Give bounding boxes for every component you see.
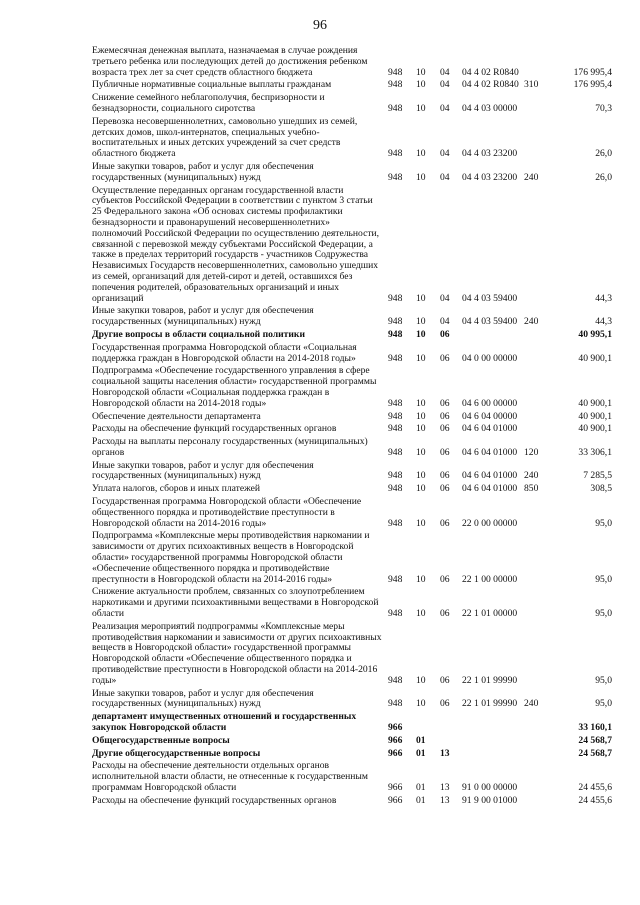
row-target-article: 04 4 02 R0840 [462, 79, 519, 91]
row-expense-type [524, 91, 550, 115]
row-section-code: 10 [416, 397, 426, 409]
row-expense-type [524, 710, 550, 734]
row-expense-type [524, 585, 550, 619]
table-row [92, 364, 612, 409]
row-expense-type: 310 [524, 79, 539, 91]
row-description: Государственная программа Новгородской области «Социальная поддержка граждан в Новгородской области на 2014-2018 годы» [92, 341, 357, 364]
row-description: Иные закупки товаров, работ и услуг для обеспечения государственных (муниципальных) нужд [92, 459, 314, 482]
row-target-article: 04 4 02 R0840 [462, 66, 519, 78]
row-subsection-code: 04 [440, 66, 450, 78]
row-expense-type [524, 184, 550, 305]
row-target-article: 91 0 00 00000 [462, 782, 518, 793]
budget-table-body [92, 44, 612, 807]
row-expense-type [524, 495, 550, 529]
row-expense-type [524, 364, 550, 409]
row-section-code: 10 [416, 483, 426, 495]
row-amount: 95,0 [595, 573, 612, 585]
row-ministry-code: 948 [388, 608, 403, 620]
row-amount: 40 900,1 [578, 397, 612, 409]
row-target-article [462, 747, 524, 760]
table-row [92, 710, 612, 734]
row-subsection-code: 13 [440, 782, 450, 793]
row-expense-type [524, 759, 550, 793]
row-amount: 40 995,1 [578, 328, 612, 340]
row-ministry-code: 948 [388, 397, 403, 409]
row-section-code: 10 [416, 423, 426, 435]
row-expense-type: 240 [524, 470, 539, 482]
row-target-article: 04 6 04 01000 [462, 446, 518, 458]
row-ministry-code: 966 [388, 734, 403, 746]
row-ministry-code: 948 [388, 483, 403, 495]
row-description: Перевозка несовершеннолетних, самовольно ушедших из семей, детских домов, школ-интернатов, специальных учебно-воспитательных и иных детских учреждений за счет средств областного бюджета [92, 115, 358, 160]
row-amount: 95,0 [595, 698, 612, 710]
row-section-code: 10 [416, 410, 426, 422]
row-amount: 24 568,7 [578, 747, 612, 759]
row-ministry-code: 948 [388, 102, 403, 114]
row-target-article: 91 9 00 01000 [462, 794, 518, 806]
row-description: Подпрограмма «Обеспечение государственного управления в сфере социальной защиты населения области» государственной программы Новгородской области «Социальная поддержка граждан в Новгородской области на 2014-2018 годы» [92, 365, 377, 409]
table-row [92, 304, 612, 328]
row-description: Иные закупки товаров, работ и услуг для обеспечения государственных (муниципальных) нужд [92, 305, 314, 328]
table-row [92, 160, 612, 184]
row-amount: 24 568,7 [578, 734, 612, 746]
table-row [92, 44, 612, 78]
table-row [92, 410, 612, 423]
row-target-article: 04 4 03 59400 [462, 316, 518, 328]
row-description: Расходы на обеспечение функций государственных органов [92, 794, 337, 806]
row-subsection-code: 06 [440, 470, 450, 482]
row-amount: 44,3 [595, 316, 612, 328]
row-description: Снижение семейного неблагополучия, беспризорности и безнадзорности, социального сиротства [92, 92, 325, 114]
row-amount: 308,5 [590, 483, 612, 495]
row-expense-type: 240 [524, 171, 539, 183]
row-section-code: 10 [416, 171, 426, 183]
row-subsection-code: 06 [440, 397, 450, 409]
row-subsection-code: 04 [440, 102, 450, 114]
row-ministry-code: 948 [388, 698, 403, 710]
row-subsection-code: 06 [440, 423, 450, 435]
row-description: Ежемесячная денежная выплата, назначаемая в случае рождения третьего ребенка или последующих детей до достижения ребенком возраста трех лет за счет средств областного бюджета [92, 45, 368, 78]
row-section-code: 10 [416, 66, 426, 78]
row-description: Подпрограмма «Комплексные меры противодействия наркомании и зависимости от других психоактивных веществ в Новгородской области» государственной программы Новгородской области «Обеспечение общественного порядка и противодействие преступности в Новгородской области на 2014-2016 годы» [92, 530, 370, 585]
row-expense-type: 240 [524, 316, 539, 328]
row-expense-type [524, 115, 550, 160]
row-description: Снижение актуальности проблем, связанных со злоупотреблением наркотиками и другими психоактивными веществами в Новгородской области [92, 586, 379, 620]
row-ministry-code: 948 [388, 410, 403, 422]
row-section-code: 01 [416, 782, 426, 793]
row-subsection-code: 06 [440, 573, 450, 585]
row-section-code: 01 [416, 734, 426, 746]
row-section-code: 10 [416, 352, 426, 364]
row-amount: 7 285,5 [583, 470, 612, 482]
row-ministry-code: 948 [388, 674, 403, 686]
row-target-article: 22 0 00 00000 [462, 517, 518, 529]
row-subsection-code: 04 [440, 316, 450, 328]
row-expense-type [524, 747, 550, 760]
row-ministry-code: 948 [388, 423, 403, 435]
row-section-code [416, 710, 440, 734]
row-description: Общегосударственные вопросы [92, 734, 230, 746]
row-target-article: 22 1 01 99990 [462, 674, 518, 686]
table-row [92, 459, 612, 483]
table-row [92, 422, 612, 435]
table-row [92, 184, 612, 305]
row-target-article: 04 6 04 01000 [462, 483, 518, 495]
row-amount: 40 900,1 [578, 352, 612, 364]
row-ministry-code: 948 [388, 79, 403, 91]
page-number: 96 [313, 18, 327, 33]
row-expense-type [524, 529, 550, 585]
row-amount: 70,3 [595, 102, 612, 114]
row-subsection-code: 06 [440, 517, 450, 529]
row-section-code: 10 [416, 79, 426, 91]
row-target-article [462, 710, 524, 734]
row-subsection-code: 06 [440, 410, 450, 422]
table-row [92, 115, 612, 160]
row-section-code: 10 [416, 446, 426, 458]
row-ministry-code: 948 [388, 66, 403, 78]
table-row [92, 759, 612, 793]
row-subsection-code: 04 [440, 148, 450, 160]
row-subsection-code [440, 734, 462, 747]
row-target-article: 04 4 03 23200 [462, 171, 518, 183]
row-subsection-code: 04 [440, 79, 450, 91]
row-section-code: 10 [416, 148, 426, 160]
row-section-code: 01 [416, 794, 426, 806]
row-section-code: 10 [416, 470, 426, 482]
row-description: Иные закупки товаров, работ и услуг для обеспечения государственных (муниципальных) нужд [92, 160, 314, 183]
row-target-article: 04 0 00 00000 [462, 352, 518, 364]
table-row [92, 78, 612, 91]
row-description: Расходы на обеспечение деятельности отдельных органов исполнительной власти области, не отнесенные к государственным программам Новгородской области [92, 760, 368, 793]
table-row [92, 341, 612, 365]
table-row [92, 747, 612, 760]
row-amount: 33 306,1 [578, 446, 612, 458]
row-ministry-code: 948 [388, 573, 403, 585]
row-expense-type: 240 [524, 698, 539, 710]
row-amount: 33 160,1 [578, 722, 612, 734]
row-amount: 26,0 [595, 171, 612, 183]
row-description: Расходы на выплаты персоналу государственных (муниципальных) органов [92, 436, 368, 458]
row-amount: 40 900,1 [578, 410, 612, 422]
row-target-article: 04 6 00 00000 [462, 397, 518, 409]
table-row [92, 620, 612, 687]
table-row [92, 495, 612, 529]
table-row [92, 529, 612, 585]
row-section-code: 10 [416, 328, 426, 340]
row-description: Публичные нормативные социальные выплаты гражданам [92, 79, 332, 91]
row-expense-type [524, 328, 550, 341]
row-ministry-code: 948 [388, 470, 403, 482]
row-subsection-code: 04 [440, 292, 450, 304]
row-target-article: 04 6 04 01000 [462, 470, 518, 482]
row-section-code: 10 [416, 573, 426, 585]
table-row [92, 794, 612, 807]
row-section-code: 10 [416, 698, 426, 710]
row-target-article [462, 734, 524, 747]
row-description: Государственная программа Новгородской области «Обеспечение общественного порядка и противодействие преступности в Новгородской области на 2014-2016 годы» [92, 496, 362, 529]
row-amount: 24 455,6 [578, 794, 612, 806]
row-description: Другие общегосударственные вопросы [92, 747, 261, 759]
row-amount: 95,0 [595, 674, 612, 686]
row-amount: 95,0 [595, 608, 612, 620]
row-subsection-code: 06 [440, 446, 450, 458]
row-ministry-code: 948 [388, 352, 403, 364]
row-target-article: 22 1 01 99990 [462, 698, 518, 710]
row-target-article: 04 6 04 00000 [462, 410, 518, 422]
row-amount: 26,0 [595, 148, 612, 160]
row-expense-type [524, 734, 550, 747]
row-ministry-code: 948 [388, 446, 403, 458]
table-row [92, 328, 612, 341]
row-description: Осуществление переданных органам государственной власти субъектов Российской Федерации в соответствии с пунктом 3 статьи 25 Федерального закона «Об основах системы профилактики безнадзорности и правонарушений несовершеннолетних» полномочий Российской Федерации по осуществлению деятельности, связанной с перевозкой между субъектами Российской Федерации, а также в пределах территорий государств - участников Содружества Независимых Государств несовершеннолетних, самовольно ушедших из семей, организаций для детей-сирот и детей, оставшихся без попечения родителей, образовательных организаций и иных организаций [92, 184, 380, 304]
row-section-code: 01 [416, 747, 426, 759]
row-subsection-code: 13 [440, 794, 450, 806]
row-ministry-code: 966 [388, 747, 403, 759]
row-subsection-code: 06 [440, 328, 450, 340]
row-section-code: 10 [416, 608, 426, 620]
row-section-code: 10 [416, 517, 426, 529]
table-row [92, 734, 612, 747]
row-description: Уплата налогов, сборов и иных платежей [92, 483, 261, 495]
row-amount: 44,3 [595, 292, 612, 304]
row-ministry-code: 966 [388, 722, 403, 734]
row-subsection-code: 04 [440, 171, 450, 183]
table-row [92, 687, 612, 711]
row-section-code: 10 [416, 674, 426, 686]
row-description: Обеспечение деятельности департамента [92, 410, 261, 422]
row-expense-type: 120 [524, 446, 539, 458]
row-section-code: 10 [416, 292, 426, 304]
budget-table [92, 44, 612, 807]
row-subsection-code: 13 [440, 747, 450, 759]
row-target-article: 04 4 03 00000 [462, 102, 518, 114]
table-row [92, 435, 612, 459]
table-row [92, 585, 612, 619]
row-subsection-code: 06 [440, 698, 450, 710]
row-amount: 95,0 [595, 517, 612, 529]
row-amount: 176 995,4 [573, 79, 612, 91]
row-expense-type [524, 410, 550, 423]
row-amount: 176 995,4 [573, 66, 612, 78]
row-ministry-code: 948 [388, 316, 403, 328]
row-subsection-code: 06 [440, 483, 450, 495]
row-expense-type [524, 44, 550, 78]
row-amount: 40 900,1 [578, 423, 612, 435]
row-ministry-code: 948 [388, 148, 403, 160]
row-ministry-code: 966 [388, 782, 403, 793]
row-target-article: 22 1 01 00000 [462, 608, 518, 620]
row-description: департамент имущественных отношений и государственных закупок Новгородской области [92, 711, 357, 734]
row-ministry-code: 966 [388, 794, 403, 806]
row-expense-type [524, 422, 550, 435]
row-target-article [462, 328, 524, 341]
row-target-article: 04 4 03 59400 [462, 292, 518, 304]
row-description: Реализация мероприятий подпрограммы «Комплексные меры противодействия наркомании и зависимости от других психоактивных веществ в Новгородской области» государственной программы Новгородской области «Обеспечение общественного порядка и противодействие преступности в Новгородской области на 2014-2016 годы» [92, 620, 382, 686]
row-target-article: 22 1 00 00000 [462, 573, 518, 585]
row-section-code: 10 [416, 316, 426, 328]
row-subsection-code: 06 [440, 608, 450, 620]
row-target-article: 04 6 04 01000 [462, 423, 518, 435]
row-ministry-code: 948 [388, 292, 403, 304]
row-section-code: 10 [416, 102, 426, 114]
row-subsection-code: 06 [440, 352, 450, 364]
row-description: Другие вопросы в области социальной политики [92, 328, 305, 340]
row-ministry-code: 948 [388, 328, 403, 340]
row-description: Иные закупки товаров, работ и услуг для обеспечения государственных (муниципальных) нужд [92, 687, 314, 710]
row-amount: 24 455,6 [578, 782, 612, 793]
row-expense-type [524, 794, 550, 807]
row-expense-type: 850 [524, 483, 539, 495]
row-expense-type [524, 620, 550, 687]
row-ministry-code: 948 [388, 517, 403, 529]
row-subsection-code [440, 710, 462, 734]
row-target-article: 04 4 03 23200 [462, 148, 518, 160]
row-description: Расходы на обеспечение функций государственных органов [92, 423, 337, 435]
row-subsection-code: 06 [440, 674, 450, 686]
row-expense-type [524, 341, 550, 365]
row-ministry-code: 948 [388, 171, 403, 183]
table-row [92, 482, 612, 495]
table-row [92, 91, 612, 115]
